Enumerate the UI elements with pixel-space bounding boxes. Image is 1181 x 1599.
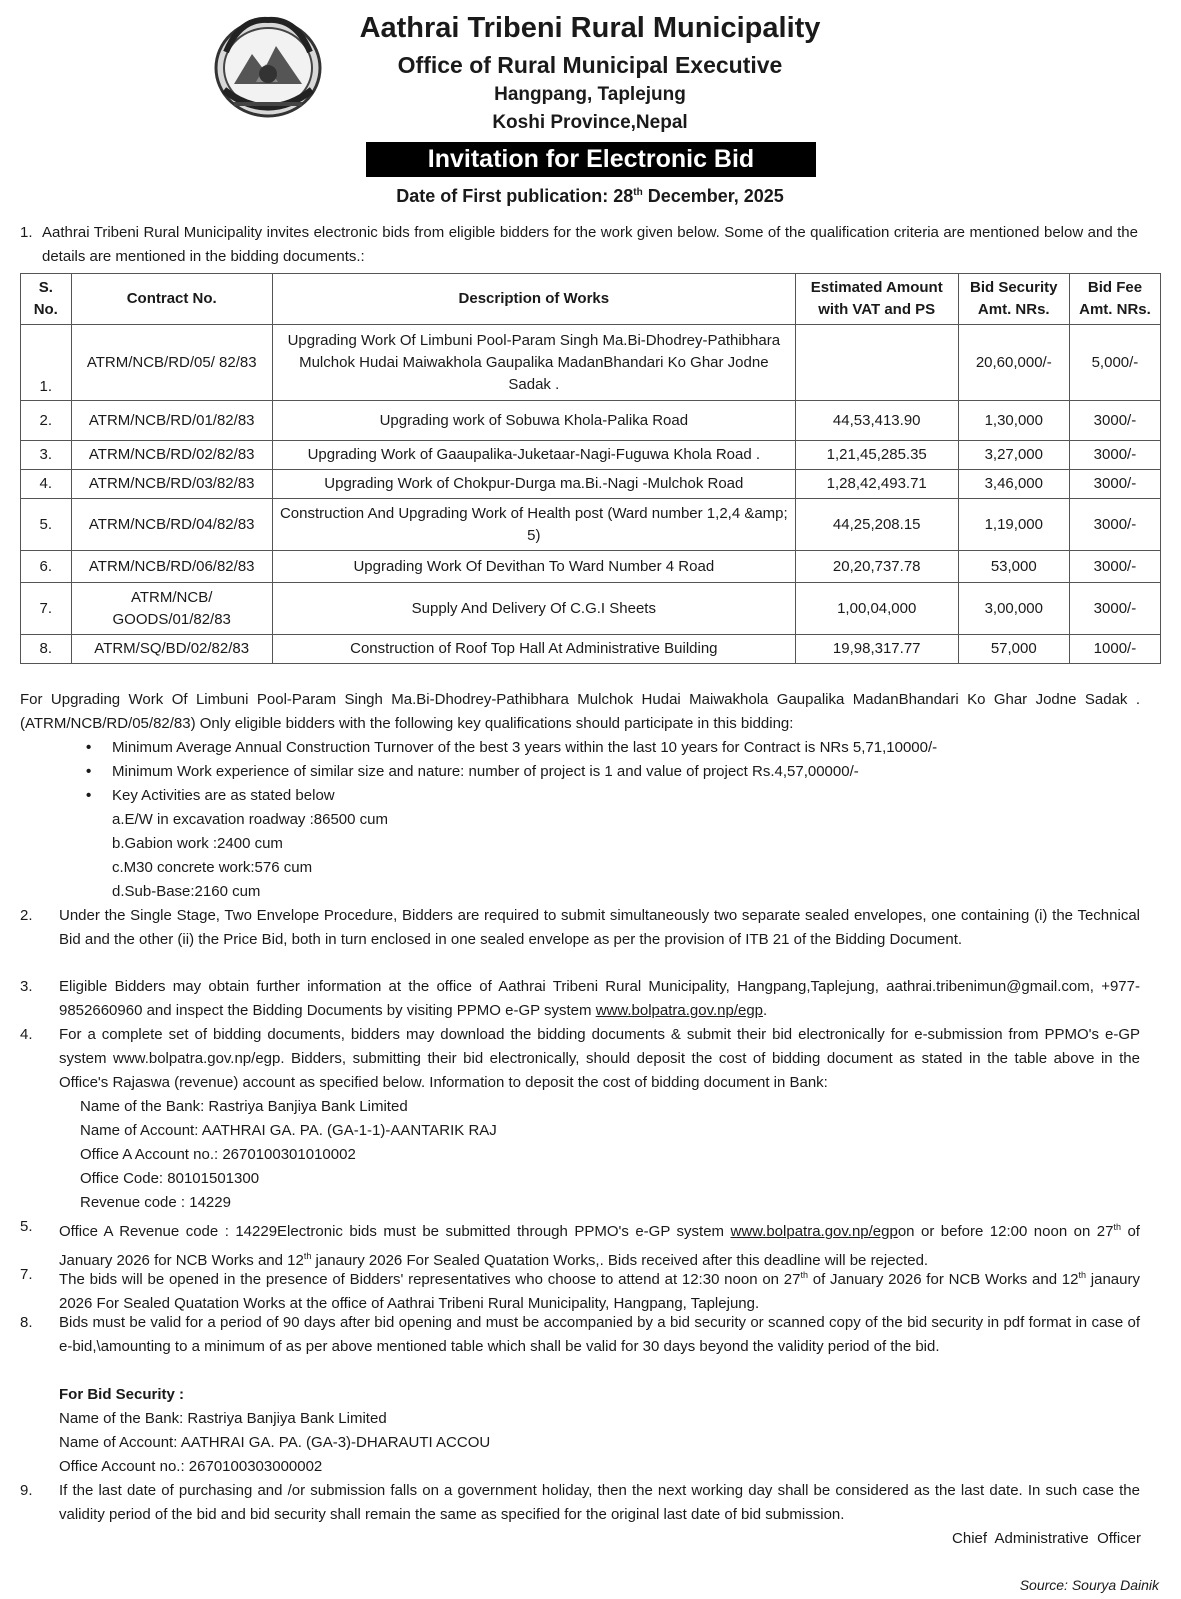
table-row: 2. ATRM/NCB/RD/01/82/83 Upgrading work of Sobuwa Khola-Palika Road 44,53,413.90 1,30,000 3000/- [21,401,1161,441]
table-row: 7. ATRM/NCB/ GOODS/01/82/83 Supply And Delivery Of C.G.I Sheets 1,00,04,000 3,00,000 3000/- [21,583,1161,635]
col-sn: S. No. [21,274,72,325]
qualification-bullet: • Minimum Work experience of similar size and nature: number of project is 1 and value of project Rs.4,57,00000/- [112,760,1142,784]
address-line-1: Hangpang, Taplejung [494,84,686,105]
bid-table [20,273,1161,664]
bank-info-line: Name of the Bank: Rastriya Banjiya Bank Limited [80,1098,408,1115]
clause-4-number: 4. [20,1026,33,1043]
clause-8-number: 8. [20,1314,33,1331]
col-bid-security: Bid Security Amt. NRs. [958,274,1069,325]
nepal-emblem-icon [212,12,324,120]
clause-9-text: If the last date of purchasing and /or submission falls on a government holiday, then the next working day shall be considered as the last date. In such case the validity period of the bid and bid security shall remain the same as specified for the original last date of bid submission. [59,1482,1140,1523]
clause-2-number: 2. [20,907,33,924]
qualification-bullet: • Minimum Average Annual Construction Turnover of the best 3 years within the last 10 years for Contract is NRs 5,71,10000/- [112,736,1142,760]
bank-info-line: Revenue code : 14229 [80,1194,231,1211]
office-name: Office of Rural Municipal Executive [397,52,783,78]
table-row: 4. ATRM/NCB/RD/03/82/83 Upgrading Work of Chokpur-Durga ma.Bi.-Nagi -Mulchok Road 1,28,42,493.71 3,46,000 3000/- [21,470,1161,499]
qualification-lead: For Upgrading Work Of Limbuni Pool-Param Singh Ma.Bi-Dhodrey-Pathibhara Mulchok Hudai Maiwakhola Gaupalika MadanBhandari Ko Ghar Jodne Sadak . (ATRM/NCB/RD/05/82/83) Only eligible bidders with the following key qualifications should participate in this bidding: [20,691,1140,732]
qualification-bullet: • Key Activities are as stated below [112,784,1142,808]
bolpatra-link[interactable]: www.bolpatra.gov.np/egp [595,1002,764,1019]
bolpatra-link[interactable]: www.bolpatra.gov.np/egp [730,1223,898,1240]
col-bid-fee: Bid Fee Amt. NRs. [1069,274,1160,325]
intro-paragraph: Aathrai Tribeni Rural Municipality invites electronic bids from eligible bidders for the work given below. Some of the qualification criteria are mentioned below and the details are mentioned in the bidding documents.: [42,224,1138,265]
bank-info-line: Office A Account no.: 2670100301010002 [80,1146,356,1163]
intro-number: 1. [20,224,33,241]
table-row: 5. ATRM/NCB/RD/04/82/83 Construction And Upgrading Work of Health post (Ward number 1,2,4 &amp; 5) 44,25,208.15 1,19,000 3000/- [21,499,1161,551]
table-row: 1. ATRM/NCB/RD/05/ 82/83 Upgrading Work Of Limbuni Pool-Param Singh Ma.Bi-Dhodrey-Pathibhara Mulchok Hudai Maiwakhola Gaupalika MadanBhandari Ko Ghar Jodne Sadak . 20,60,000/- 5,000/- [21,325,1161,401]
activity-item: c.M30 concrete work:576 cum [112,859,313,876]
bid-security-title: For Bid Security : [59,1386,185,1403]
clause-3-text: Eligible Bidders may obtain further information at the office of Aathrai Tribeni Rural Municipality, Hangpang,Taplejung, aathrai.tribenimun@gmail.com, +977-9852660960 and inspect the Bidding Documents by visiting PPMO e-GP system www.bolpatra.gov.np/egp. [59,978,1140,1019]
publication-date: Date of First publication: 28th December, 2025 [396,186,784,206]
bank-info-line: Office Code: 80101501300 [80,1170,260,1187]
activity-item: d.Sub-Base:2160 cum [112,883,261,900]
clause-5-number: 5. [20,1218,33,1235]
clause-7-number: 7. [20,1266,33,1283]
clause-7-text: The bids will be opened in the presence of Bidders' representatives who choose to attend at 12:30 noon on 27th of January 2026 for NCB Works and 12th janaury 2026 For Sealed Quatation Works at the office of Aathrai Tribeni Rural Municipality, Hangpang, Taplejung. [59,1270,1140,1312]
table-row: 3. ATRM/NCB/RD/02/82/83 Upgrading Work of Gaaupalika-Juketaar-Nagi-Fuguwa Khola Road . 1,21,45,285.35 3,27,000 3000/- [21,441,1161,470]
table-row: 8. ATRM/SQ/BD/02/82/83 Construction of Roof Top Hall At Administrative Building 19,98,317.77 57,000 1000/- [21,635,1161,664]
clause-2-text: Under the Single Stage, Two Envelope Procedure, Bidders are required to submit simultaneously two separate sealed envelopes, one containing (i) the Technical Bid and the other (ii) the Price Bid, both in turn enclosed in one sealed envelope as per the provision of ITB 21 of the Bidding Document. [59,907,1140,948]
table-row: 6. ATRM/NCB/RD/06/82/83 Upgrading Work Of Devithan To Ward Number 4 Road 20,20,737.78 53,000 3000/- [21,551,1161,583]
address-line-2: Koshi Province,Nepal [492,112,688,133]
notice-title-banner: Invitation for Electronic Bid [366,142,816,177]
signatory: Chief Administrative Officer [952,1530,1141,1547]
col-description: Description of Works [272,274,795,325]
bid-security-line: Name of Account: AATHRAI GA. PA. (GA-3)-DHARAUTI ACCOU [59,1434,491,1451]
col-estimated-amount: Estimated Amount with VAT and PS [795,274,958,325]
clause-4-text: For a complete set of bidding documents, bidders may download the bidding documents & submit their bid electronically for e-submission from PPMO's e-GP system www.bolpatra.gov.np/egp. Bidders, submitting their bid electronically, should deposit the cost of bidding document as stated in the table above in the Office's Rajaswa (revenue) account as specified below. Information to deposit the cost of bidding document in Bank: [59,1026,1140,1091]
clause-8-text: Bids must be valid for a period of 90 days after bid opening and must be accompanied by a bid security or scanned copy of the bid security in pdf format in case of e-bid,\amounting to a minimum of as per above mentioned table which shall be valid for 30 days beyond the validity period of the bid. [59,1314,1140,1355]
clause-5-text: Office A Revenue code : 14229Electronic bids must be submitted through PPMO's e-GP system www.bolpatra.gov.np/egpon or before 12:00 noon on 27th of January 2026 for NCB Works and 12th janaury 2026 For Sealed Quatation Works,. Bids received after this deadline will be rejected. [59,1222,1140,1269]
bid-security-line: Name of the Bank: Rastriya Banjiya Bank Limited [59,1410,387,1427]
activity-item: b.Gabion work :2400 cum [112,835,283,852]
org-name: Aathrai Tribeni Rural Municipality [359,12,821,44]
source-credit: Source: Sourya Dainik [1019,1577,1159,1593]
col-contract: Contract No. [71,274,272,325]
clause-3-number: 3. [20,978,33,995]
bid-security-line: Office Account no.: 2670100303000002 [59,1458,323,1475]
bank-info-line: Name of Account: AATHRAI GA. PA. (GA-1-1)-AANTARIK RAJ [80,1122,497,1139]
clause-9-number: 9. [20,1482,33,1499]
activity-item: a.E/W in excavation roadway :86500 cum [112,811,388,828]
table-header-row [21,274,1161,325]
